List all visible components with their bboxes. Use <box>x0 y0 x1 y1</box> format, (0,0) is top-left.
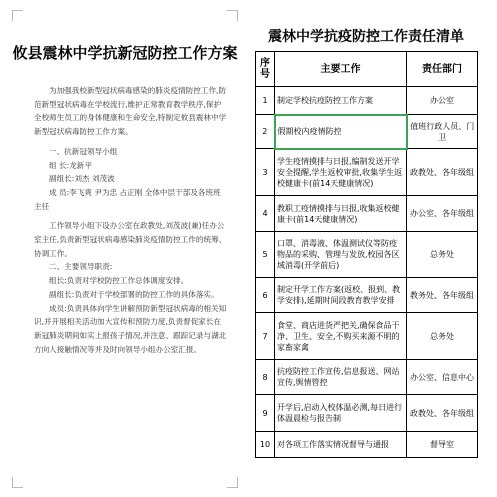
row-number: 10 <box>256 432 275 458</box>
row-dept: 政教处、各年级组 <box>407 395 478 432</box>
table-header-row <box>256 52 478 87</box>
table-row <box>256 432 478 458</box>
row-work: 开学后,启动入校体温必测,每日进行体温晨检与报告制 <box>275 395 407 432</box>
row-dept: 督导室 <box>407 432 478 458</box>
table-row <box>256 278 478 313</box>
row-dept: 教务处、各年级组 <box>407 278 478 313</box>
table-row <box>256 232 478 278</box>
row-dept: 总务处 <box>407 232 478 278</box>
row-number: 7 <box>256 313 275 360</box>
row-work: 对各项工作落实情况督导与通报 <box>275 432 407 458</box>
header-no: 序号 <box>256 52 275 87</box>
row-work: 学生疫情摸排与日报,编制发送开学安全提醒,学生返校审批,收集学生返校健康卡(前14天健康情况) <box>275 149 407 196</box>
row-dept: 政教处、各年级组 <box>407 149 478 196</box>
responsibility-list-page <box>255 24 477 468</box>
plan-document-body <box>34 84 228 356</box>
plan-paragraph: 组 长:龙新平 <box>49 160 92 170</box>
row-work: 制定开学工作方案(返校、报到、教学安排),延期时间段教育教学安排 <box>275 278 407 313</box>
row-number: 5 <box>256 232 275 278</box>
page-corner-mark <box>12 10 23 21</box>
row-number: 4 <box>256 196 275 232</box>
row-work: 制定学校抗疫防控工作方案 <box>275 87 407 115</box>
row-number: 1 <box>256 87 275 115</box>
plan-paragraph: 副组长:负责对于学校部署的防控工作的具体落实。 <box>49 289 219 299</box>
plan-document-title: 攸县震林中学抗新冠防控工作方案 <box>12 44 238 62</box>
row-number: 8 <box>256 360 275 395</box>
table-row <box>256 313 478 360</box>
row-number: 2 <box>256 115 275 149</box>
page-corner-mark <box>227 477 238 488</box>
plan-paragraph: 成 员:李飞爽 尹为忠 占正刚 全体中层干部及各班班主任 <box>34 187 221 211</box>
plan-paragraph: 成员:负责具体向学生讲解预防新型冠状病毒的相关知识,并开展相关活动加大宣传和预防力度,负责督促家长在新冠肺炎期间如实上报孩子情况,并注意、跟踪记录与湖北方向人接触情况等并及时向领导小组办公室汇报。 <box>34 303 227 354</box>
header-dept: 责任部门 <box>407 52 478 87</box>
page-corner-mark <box>12 477 23 488</box>
header-work: 主要工作 <box>275 52 407 87</box>
row-dept: 办公室 <box>407 87 478 115</box>
plan-paragraph: 组长:负责对学校防控工作总体调度安排。 <box>49 276 189 286</box>
table-row <box>256 395 478 432</box>
row-number: 9 <box>256 395 275 432</box>
plan-paragraph: 工作领导小组下设办公室在政教处,刘茂波(兼)任办公室主任,负责新型冠状病毒感染肺炎疫情防控工作的统筹、协调工作。 <box>34 221 227 258</box>
row-dept: 值班行政人员、门卫 <box>407 115 478 149</box>
row-number: 6 <box>256 278 275 313</box>
page-corner-mark <box>227 10 238 21</box>
table-row <box>256 87 478 115</box>
plan-document-page <box>12 10 238 488</box>
selected-cell[interactable]: 假期校内疫情防控 <box>275 115 407 149</box>
row-dept: 办公室、信息中心 <box>407 360 478 395</box>
plan-paragraph: 为加强我校新型冠状病毒感染的肺炎疫情防控工作,防范新型冠状病毒在学校流行,维护正常教育教学秩序,保护全校师生员工的身体健康和生命安全,特制定攸县震林中学新型冠状病毒防控工作方案。 <box>34 86 227 137</box>
plan-section-heading: 二、主要领导职责: <box>49 262 113 272</box>
table-row <box>256 360 478 395</box>
plan-paragraph: 副组长:刘杰 刘茂波 <box>49 174 115 184</box>
row-dept: 办公室、各年级组 <box>407 196 478 232</box>
row-work: 食堂、商店进货严把关,确保食品干净、卫生、安全,不购买来源不明的家畜家禽 <box>275 313 407 360</box>
responsibility-table <box>255 51 478 458</box>
table-row <box>256 196 478 232</box>
row-work: 口罩、消毒液、体温测试仪等防疫物品的采购、管理与发放,校园各区域消毒(开学前后) <box>275 232 407 278</box>
row-dept: 总务处 <box>407 313 478 360</box>
row-work: 教职工疫情摸排与日报,收集返校健康卡(前14天健康情况) <box>275 196 407 232</box>
plan-section-heading: 一、抗新冠领导小组 <box>49 146 118 156</box>
row-number: 3 <box>256 149 275 196</box>
responsibility-list-title: 震林中学抗疫防控工作责任清单 <box>268 29 464 45</box>
row-work: 抗疫防控工作宣传,信息报送、网站宣传,舆情管控 <box>275 360 407 395</box>
table-row <box>256 149 478 196</box>
table-row <box>256 115 478 149</box>
